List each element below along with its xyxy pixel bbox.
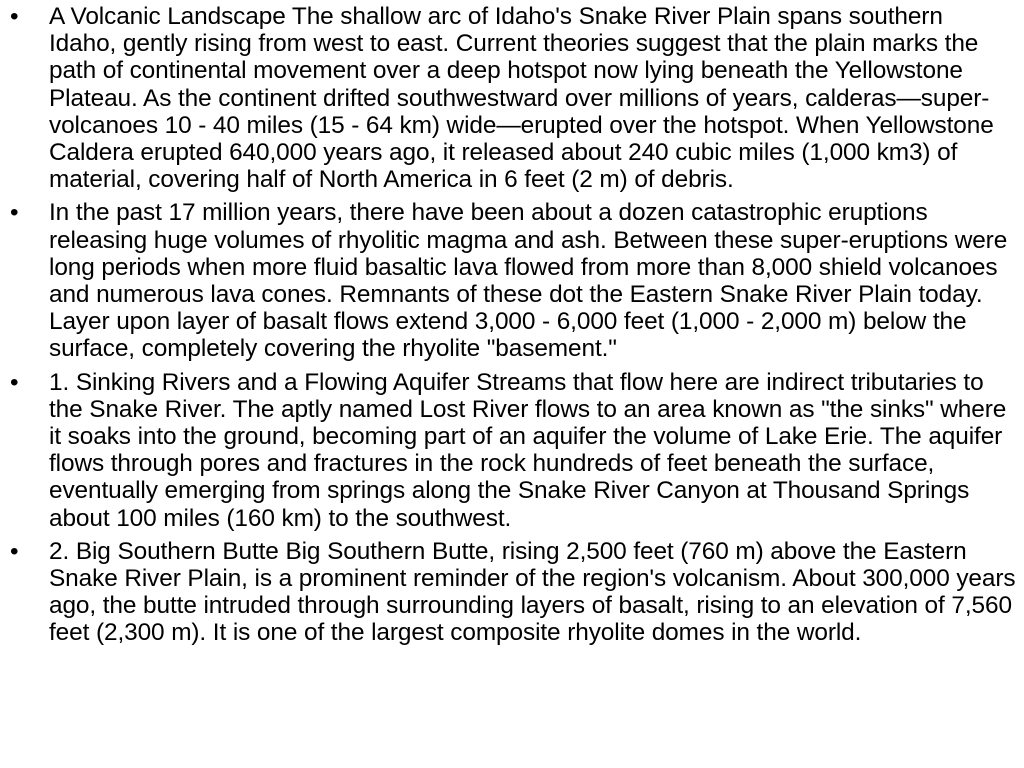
bullet-dot-icon: • [10, 3, 19, 30]
bullet-item-big-southern-butte [0, 538, 1024, 647]
bullet-item-eruptions [0, 199, 1024, 362]
bullet-text: 1. Sinking Rivers and a Flowing Aquifer Streams that flow here are indirect tributaries to the Snake River. The aptly named Lost River flows to an area known as "the sinks" where it soaks into the ground, becoming part of an aquifer the volume of Lake Erie. The aquifer flows through pores and fractures in the rock hundreds of feet beneath the surface, eventually emerging from springs along the Snake River Canyon at Thousand Springs about 100 miles (160 km) to the southwest. [49, 368, 1007, 532]
bullet-text: A Volcanic Landscape The shallow arc of Idaho's Snake River Plain spans southern Idaho, gently rising from west to east. Current theories suggest that the plain marks the path of continental movement over a deep hotspot now lying beneath the Yellowstone Plateau. As the continent drifted southwestward over millions of years, calderas—super-volcanoes 10 - 40 miles (15 - 64 km) wide—erupted over the hotspot. When Yellowstone Caldera erupted 640,000 years ago, it released about 240 cubic miles (1,000 km3) of material, covering half of North America in 6 feet (2 m) of debris. [49, 3, 994, 194]
bullet-dot-icon: • [10, 537, 19, 565]
bullet-dot-icon: • [10, 199, 19, 227]
bullet-item-sinking-rivers [0, 369, 1024, 532]
bullet-dot-icon: • [10, 368, 19, 396]
bullet-item-volcanic-landscape [0, 3, 1024, 193]
bullet-text: 2. Big Southern Butte Big Southern Butte, rising 2,500 feet (760 m) above the Eastern Snake River Plain, is a prominent reminder of the region's volcanism. About 300,000 years ago, the butte intruded through surrounding layers of basalt, rising to an elevation of 7,560 feet (2,300 m). It is one of the largest composite rhyolite domes in the world. [49, 537, 1016, 647]
bullet-list [0, 3, 1024, 653]
bullet-text: In the past 17 million years, there have been about a dozen catastrophic eruptions releasing huge volumes of rhyolitic magma and ash. Between these super-eruptions were long periods when more fluid basaltic lava flowed from more than 8,000 shield volcanoes and numerous lava cones. Remnants of these dot the Eastern Snake River Plain today. Layer upon layer of basalt flows extend 3,000 - 6,000 feet (1,000 - 2,000 m) below the surface, completely covering the rhyolite "basement." [49, 199, 1008, 363]
